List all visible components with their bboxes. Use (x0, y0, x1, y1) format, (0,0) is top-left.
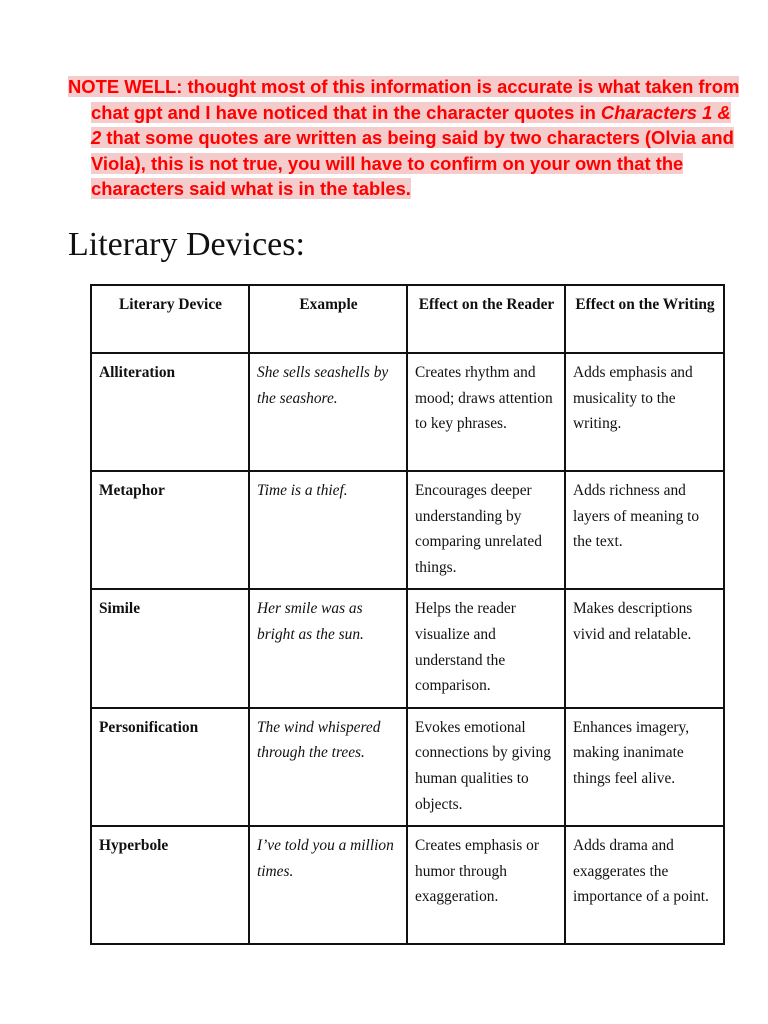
header-example: Example (249, 285, 407, 353)
note-text-part1: thought most of this information is accurate is what taken from chat gpt and I have noticed that in the character quotes in (91, 76, 740, 123)
header-literary-device: Literary Device (91, 285, 249, 353)
device-example: Her smile was as bright as the sun. (249, 589, 407, 707)
table-row (91, 826, 724, 944)
device-example: She sells seashells by the seashore. (249, 353, 407, 471)
effect-on-writing: Adds drama and exaggerates the importance of a point. (565, 826, 724, 944)
table-row (91, 353, 724, 471)
note-text-part2: that some quotes are written as being said by two characters (Olvia and Viola), this is not true, you will have to confirm on your own that the characters said what is in the tables. (91, 127, 734, 199)
device-name: Alliteration (91, 353, 249, 471)
effect-on-writing: Makes descriptions vivid and relatable. (565, 589, 724, 707)
note-italic-reference: Characters 1 & 2 (91, 101, 731, 148)
effect-on-writing: Enhances imagery, making inanimate things feel alive. (565, 708, 724, 826)
table-header-row (91, 285, 724, 353)
effect-on-writing: Adds richness and layers of meaning to the text. (565, 471, 724, 589)
device-name: Hyperbole (91, 826, 249, 944)
section-heading: Literary Devices: (68, 226, 305, 263)
table-row (91, 471, 724, 589)
header-effect-on-reader: Effect on the Reader (407, 285, 565, 353)
device-example: The wind whispered through the trees. (249, 708, 407, 826)
header-effect-on-writing: Effect on the Writing (565, 285, 724, 353)
effect-on-writing: Adds emphasis and musicality to the writing. (565, 353, 724, 471)
literary-devices-table (90, 284, 725, 945)
effect-on-reader: Encourages deeper understanding by comparing unrelated things. (407, 471, 565, 589)
effect-on-reader: Creates rhythm and mood; draws attention to key phrases. (407, 353, 565, 471)
note-lead: NOTE WELL: (68, 76, 183, 97)
effect-on-reader: Creates emphasis or humor through exaggeration. (407, 826, 565, 944)
effect-on-reader: Helps the reader visualize and understand the comparison. (407, 589, 565, 707)
effect-on-reader: Evokes emotional connections by giving human qualities to objects. (407, 708, 565, 826)
device-example: I’ve told you a million times. (249, 826, 407, 944)
table-row (91, 589, 724, 707)
device-name: Metaphor (91, 471, 249, 589)
table-row (91, 708, 724, 826)
device-example: Time is a thief. (249, 471, 407, 589)
device-name: Personification (91, 708, 249, 826)
note-well-paragraph (68, 74, 743, 202)
device-name: Simile (91, 589, 249, 707)
